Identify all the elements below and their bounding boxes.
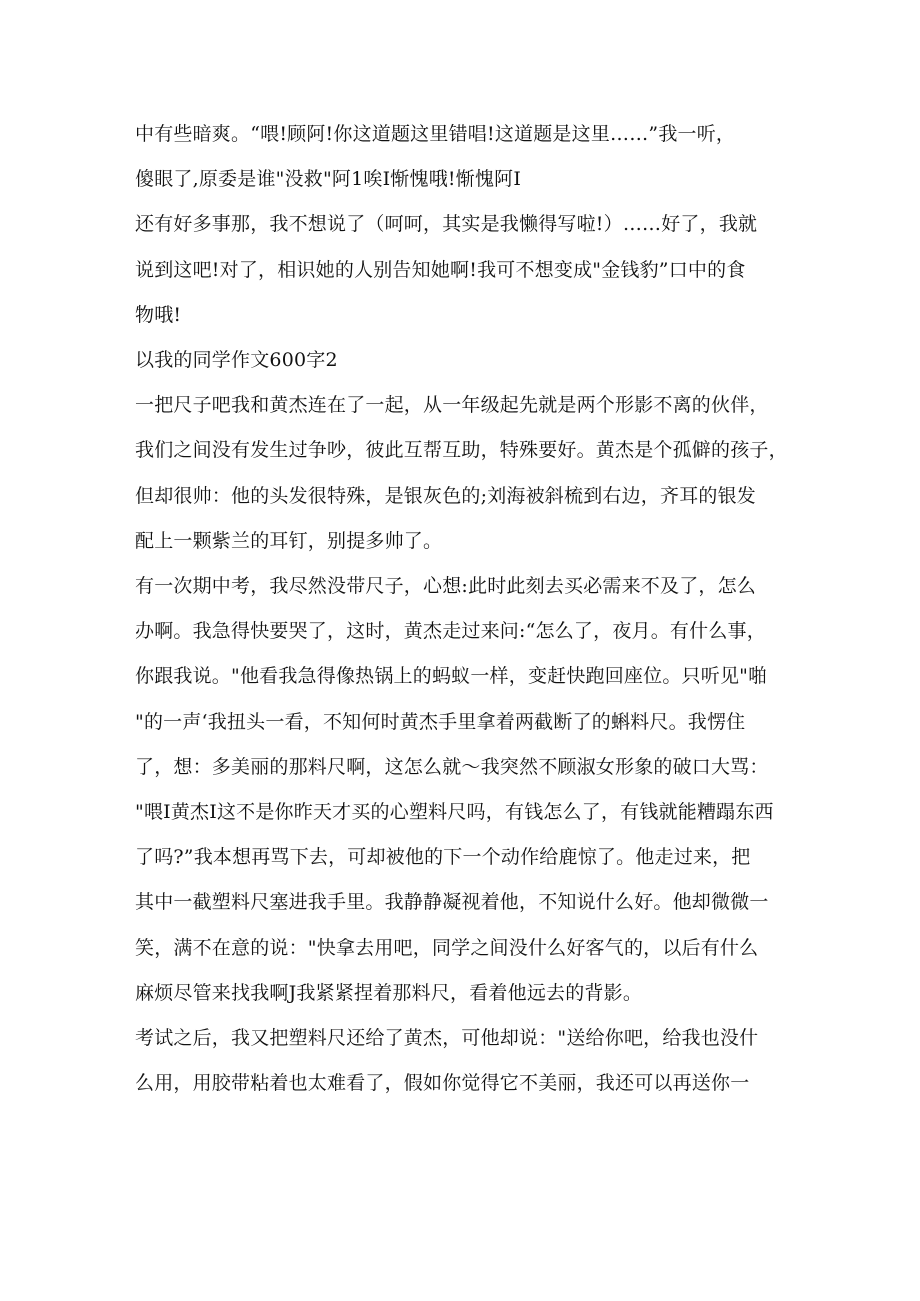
paragraph-continuation: 中有些暗爽。“喂!顾阿!你这道题这里错唱!这道题是这里……”我一听， 傻眼了,原委是谁"没救"阿1唉I惭愧哦!惭愧阿I	[135, 123, 736, 191]
essay-heading: 以我的同学作文600字2	[135, 349, 338, 372]
paragraph-intro: 一把尺子吧我和黄杰连在了一起，从一年级起先就是两个形影不离的伙伴， 我们之间没有发生过争吵，彼此互帮互助，特殊要好。黄杰是个孤僻的孩子， 但却很帅：他的头发很特殊，是银灰色的;刘海被斜梳到右边，齐耳的银发 配上一颗紫兰的耳钉，别提多帅了。	[135, 394, 788, 552]
essay-text	[135, 112, 795, 1106]
paragraph-closing: 还有好多事那，我不想说了（呵呵，其实是我懒得写啦!）……好了，我就 说到这吧!对了，相识她的人别告知她啊!我可不想变成"金钱豹”口中的食 物哦!	[135, 213, 758, 326]
paragraph-after-exam: 考试之后，我又把塑料尺还给了黄杰，可他却说："送给你吧，给我也没什 么用，用胶带粘着也太难看了，假如你觉得它不美丽，我还可以再送你一	[135, 1027, 759, 1095]
paragraph-story: 有一次期中考，我尽然没带尺子，心想:此时此刻去买必需来不及了，怎么 办啊。我急得快要哭了，这时，黄杰走过来问:“怎么了，夜月。有什么事， 你跟我说。"他看我急得像热锅上的蚂蚁一样，变赶快跑回座位。只听见"啪 "的一声‘我扭头一看，不知何时黄杰手里拿着两截断了的蝌料尺。我愣住 了，想：多美丽的那料尺啊，这怎么就～我突然不顾淑女形象的破口大骂： "喂I黄杰I这不是你昨天才买的心塑料尺吗，有钱怎么了，有钱就能糟蹋东西 了吗?”我本想再骂下去，可却被他的下一个动作给鹿惊了。他走过来，把 其中一截塑料尺塞进我手里。我静静凝视着他，不知说什么好。他却微微一 笑，满不在意的说："快拿去用吧，同学之间没什么好客气的，以后有什么 麻烦尽管来找我啊J我紧紧捏着那料尺，看着他远去的背影。	[135, 575, 774, 1004]
